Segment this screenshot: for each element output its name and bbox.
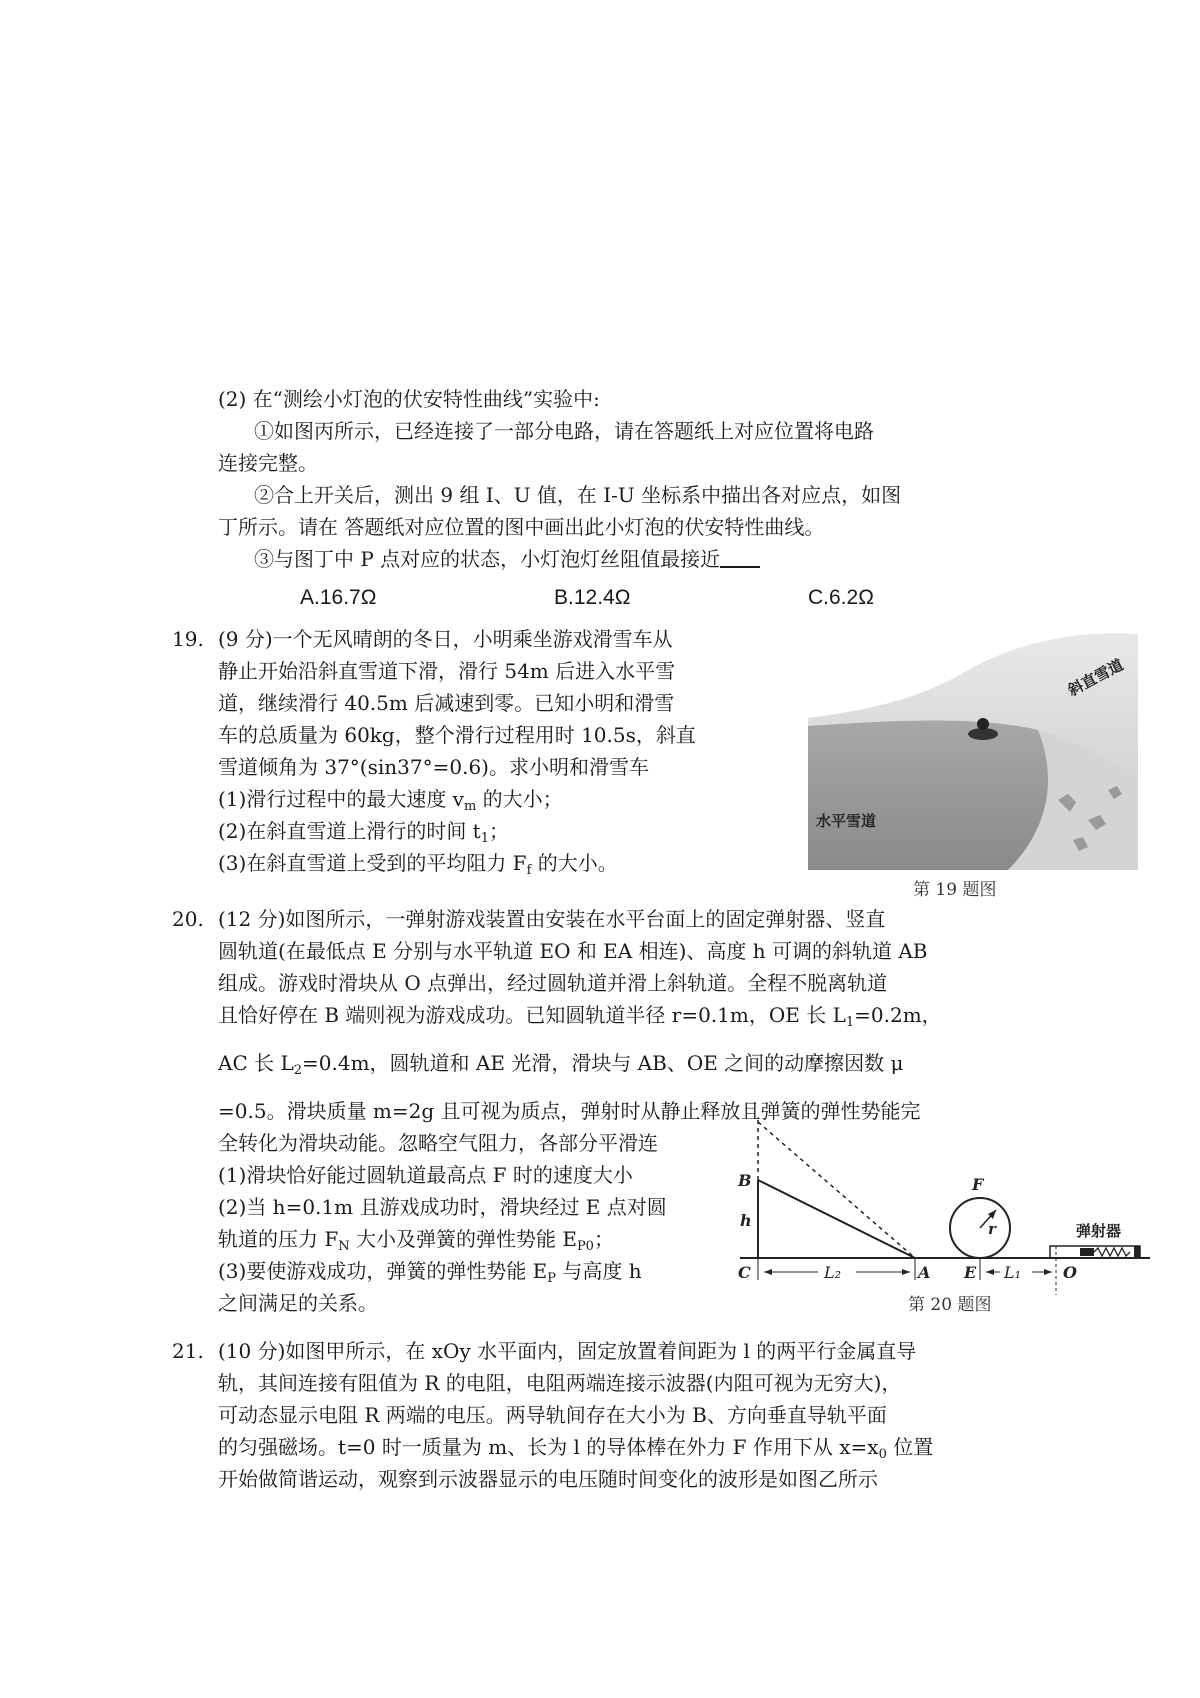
q20-part3 bbox=[218, 1257, 642, 1293]
arrow-o bbox=[1044, 1269, 1052, 1275]
label-f: F bbox=[972, 1175, 984, 1194]
q19-part2-text: (2)在斜直雪道上滑行的时间 t bbox=[218, 819, 481, 843]
part2-step3 bbox=[254, 545, 760, 573]
part2-intro: (2) 在“测绘小灯泡的伏安特性曲线”实验中: bbox=[218, 387, 600, 411]
q20-line5-text: AC 长 L bbox=[218, 1051, 294, 1075]
incline-ab bbox=[758, 1180, 915, 1258]
rider bbox=[977, 718, 989, 730]
label-l2: L₂ bbox=[824, 1263, 842, 1282]
q21-line5: 开始做简谐运动，观察到示波器显示的电压随时间变化的波形是如图乙所示 bbox=[218, 1467, 878, 1491]
q19-part1-sub: m bbox=[464, 799, 477, 814]
q21-line4-x0-sub: 0 bbox=[878, 1447, 887, 1462]
q21-number: 21. bbox=[172, 1339, 204, 1363]
q19-part1-text: (1)滑行过程中的最大速度 v bbox=[218, 787, 464, 811]
q20-line4-end: =0.2m， bbox=[854, 1003, 942, 1027]
q20-line3: 组成。游戏时滑块从 O 点弹出，经过圆轨道并滑上斜轨道。全程不脱离轨道 bbox=[218, 971, 888, 995]
q19-part3-end: 的大小。 bbox=[531, 851, 618, 875]
part2-step1-line2: 连接完整。 bbox=[218, 451, 318, 475]
q20-part2b-text: 轨道的压力 F bbox=[218, 1227, 339, 1251]
q21-line2: 轨，其间连接有阻值为 R 的电阻，电阻两端连接示波器(内阻可视为无穷大)， bbox=[218, 1371, 902, 1395]
label-h: h bbox=[740, 1211, 752, 1230]
q20-line6: =0.5。滑块质量 m=2g 且可视为质点，弹射时从静止释放且弹簧的弹性势能完 bbox=[218, 1099, 921, 1123]
q19-line5: 雪道倾角为 37°(sin37°=0.6)。求小明和滑雪车 bbox=[218, 755, 649, 779]
q21-line4: 的匀强磁场。t=0 时一质量为 m、长为 l 的导体棒在外力 F 作用下从 $x=x_0$ 位置 bbox=[218, 1435, 934, 1462]
q20-part2b bbox=[218, 1225, 614, 1261]
q20-part2b-sub2: P0 bbox=[576, 1239, 594, 1254]
q20-part3-sub: P bbox=[547, 1271, 557, 1286]
q19-line3: 道，继续滑行 40.5m 后减速到零。已知小明和滑雪 bbox=[218, 691, 675, 715]
q20-diagram bbox=[730, 1120, 1170, 1295]
q21-line3: 可动态显示电阻 R 两端的电压。两导轨间存在大小为 B、方向垂直导轨平面 bbox=[218, 1403, 887, 1427]
q20-line1: (12 分)如图所示，一弹射游戏装置由安装在水平台面上的固定弹射器、竖直 bbox=[218, 907, 886, 931]
q19-line2: 静止开始沿斜直雪道下滑，滑行 54m 后进入水平雪 bbox=[218, 659, 676, 683]
label-a: A bbox=[918, 1263, 931, 1282]
q19-part1-end: 的大小； bbox=[476, 787, 563, 811]
flat-label: 水平雪道 bbox=[816, 812, 877, 830]
q20-line4-sub: 1 bbox=[845, 1015, 855, 1030]
part2-step3-text: ③与图丁中 P 点对应的状态，小灯泡灯丝阻值最接近 bbox=[254, 547, 721, 571]
q19-part2 bbox=[218, 817, 509, 853]
q19-line1: (9 分)一个无风晴朗的冬日，小明乘坐游戏滑雪车从 bbox=[218, 627, 673, 651]
q19-line4: 车的总质量为 60kg，整个滑行过程用时 10.5s，斜直 bbox=[218, 723, 696, 747]
q20-line4-text: 且恰好停在 B 端则视为游戏成功。已知圆轨道半径 r=0.1m，OE 长 L bbox=[218, 1003, 846, 1027]
label-r: r bbox=[988, 1220, 996, 1238]
slope-label: 斜直雪道 bbox=[1064, 655, 1127, 700]
launcher-block bbox=[1080, 1248, 1094, 1256]
option-a: A.16.7Ω bbox=[300, 586, 377, 609]
option-c: C.6.2Ω bbox=[808, 586, 874, 609]
part2-step2-line1: ②合上开关后，测出 9 组 I、U 值，在 I-U 坐标系中描出各对应点，如图 bbox=[254, 483, 902, 507]
q20-line2: 圆轨道(在最低点 E 分别与水平轨道 EO 和 EA 相连)、高度 h 可调的斜轨道 AB bbox=[218, 939, 928, 963]
q19-part3-text: (3)在斜直雪道上受到的平均阻力 F bbox=[218, 851, 527, 875]
answer-blank[interactable] bbox=[720, 546, 760, 568]
q20-part2b-mid: 大小及弹簧的弹性势能 E bbox=[349, 1227, 577, 1251]
arrow-c bbox=[764, 1269, 772, 1275]
part2-step1-line1: ①如图丙所示，已经连接了一部分电路，请在答题纸上对应位置将电路 bbox=[254, 419, 874, 443]
option-b: B.12.4Ω bbox=[554, 586, 631, 609]
ski-slope-figure bbox=[808, 630, 1138, 870]
q19-part2-sub: 1 bbox=[480, 831, 490, 846]
arrow-a bbox=[902, 1269, 910, 1275]
q20-caption: 第 20 题图 bbox=[908, 1295, 992, 1315]
q20-line5 bbox=[218, 1049, 904, 1085]
spring bbox=[1094, 1248, 1130, 1256]
q20-part2: (2)当 h=0.1m 且游戏成功时，滑块经过 E 点对圆 bbox=[218, 1195, 667, 1219]
q20-part2b-end: ； bbox=[593, 1227, 614, 1251]
q21-line1: (10 分)如图甲所示，在 xOy 水平面内，固定放置着间距为 l 的两平行金属直导 bbox=[218, 1339, 917, 1363]
q20-part3-end: 与高度 h bbox=[556, 1259, 642, 1283]
q19-number: 19. bbox=[172, 627, 204, 651]
arrow-e bbox=[986, 1269, 994, 1275]
label-launcher: 弹射器 bbox=[1076, 1222, 1122, 1240]
q21-line4-end: 位置 bbox=[886, 1435, 934, 1459]
label-b: B bbox=[738, 1171, 752, 1190]
q19-part3-sub: f bbox=[526, 863, 532, 878]
q20-part2b-sub: N bbox=[338, 1239, 350, 1254]
q20-part3b: 之间满足的关系。 bbox=[218, 1291, 378, 1315]
q19-caption: 第 19 题图 bbox=[913, 880, 997, 900]
q20-line5-sub: 2 bbox=[293, 1063, 303, 1078]
label-e: E bbox=[964, 1263, 977, 1282]
q20-line7: 全转化为滑块动能。忽略空气阻力，各部分平滑连 bbox=[218, 1131, 658, 1155]
q20-part3-text: (3)要使游戏成功，弹簧的弹性势能 E bbox=[218, 1259, 548, 1283]
label-c: C bbox=[738, 1263, 751, 1282]
q19-part2-end: ； bbox=[489, 819, 510, 843]
q19-part3 bbox=[218, 849, 618, 885]
label-o: O bbox=[1063, 1263, 1077, 1282]
q20-line4 bbox=[218, 1001, 942, 1037]
launcher-end bbox=[1134, 1246, 1140, 1258]
label-l1: L₁ bbox=[1004, 1263, 1022, 1282]
q20-part1: (1)滑块恰好能过圆轨道最高点 F 时的速度大小 bbox=[218, 1163, 633, 1187]
q19-part1 bbox=[218, 785, 563, 821]
q20-line5-end: =0.4m，圆轨道和 AE 光滑，滑块与 AB、OE 之间的动摩擦因数 μ bbox=[302, 1051, 904, 1075]
part2-step2-line2: 丁所示。请在 答题纸对应位置的图中画出此小灯泡的伏安特性曲线。 bbox=[218, 515, 825, 539]
q20-number: 20. bbox=[172, 907, 204, 931]
dashed-incline bbox=[758, 1122, 915, 1258]
